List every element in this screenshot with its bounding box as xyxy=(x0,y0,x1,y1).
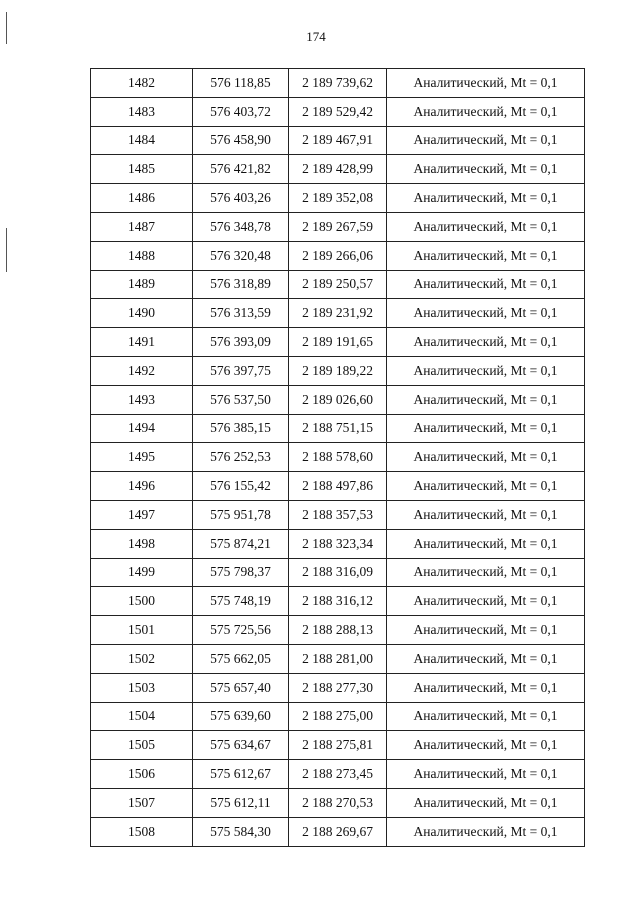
point-number-cell: 1505 xyxy=(91,731,193,760)
table-row xyxy=(91,212,585,241)
point-number-cell: 1491 xyxy=(91,328,193,357)
table-row xyxy=(91,760,585,789)
method-cell: Аналитический, Mt = 0,1 xyxy=(387,587,585,616)
method-cell: Аналитический, Mt = 0,1 xyxy=(387,184,585,213)
y-coordinate-cell: 2 188 275,00 xyxy=(289,702,387,731)
table-row xyxy=(91,788,585,817)
point-number-cell: 1496 xyxy=(91,472,193,501)
table-row xyxy=(91,184,585,213)
coordinates-table-body xyxy=(91,69,585,847)
x-coordinate-cell: 575 748,19 xyxy=(193,587,289,616)
x-coordinate-cell: 575 725,56 xyxy=(193,616,289,645)
table-row xyxy=(91,270,585,299)
y-coordinate-cell: 2 188 275,81 xyxy=(289,731,387,760)
table-row xyxy=(91,817,585,846)
table-row xyxy=(91,97,585,126)
table-row xyxy=(91,616,585,645)
x-coordinate-cell: 575 874,21 xyxy=(193,529,289,558)
y-coordinate-cell: 2 188 357,53 xyxy=(289,500,387,529)
x-coordinate-cell: 576 397,75 xyxy=(193,356,289,385)
y-coordinate-cell: 2 189 467,91 xyxy=(289,126,387,155)
method-cell: Аналитический, Mt = 0,1 xyxy=(387,500,585,529)
method-cell: Аналитический, Mt = 0,1 xyxy=(387,356,585,385)
point-number-cell: 1500 xyxy=(91,587,193,616)
table-row xyxy=(91,644,585,673)
table-row xyxy=(91,529,585,558)
method-cell: Аналитический, Mt = 0,1 xyxy=(387,443,585,472)
table-row xyxy=(91,299,585,328)
x-coordinate-cell: 576 313,59 xyxy=(193,299,289,328)
point-number-cell: 1504 xyxy=(91,702,193,731)
point-number-cell: 1499 xyxy=(91,558,193,587)
x-coordinate-cell: 575 584,30 xyxy=(193,817,289,846)
point-number-cell: 1503 xyxy=(91,673,193,702)
method-cell: Аналитический, Mt = 0,1 xyxy=(387,731,585,760)
table-row xyxy=(91,356,585,385)
method-cell: Аналитический, Mt = 0,1 xyxy=(387,673,585,702)
x-coordinate-cell: 575 662,05 xyxy=(193,644,289,673)
method-cell: Аналитический, Mt = 0,1 xyxy=(387,760,585,789)
point-number-cell: 1484 xyxy=(91,126,193,155)
point-number-cell: 1482 xyxy=(91,69,193,98)
table-row xyxy=(91,241,585,270)
x-coordinate-cell: 575 634,67 xyxy=(193,731,289,760)
x-coordinate-cell: 575 612,11 xyxy=(193,788,289,817)
method-cell: Аналитический, Mt = 0,1 xyxy=(387,558,585,587)
point-number-cell: 1486 xyxy=(91,184,193,213)
y-coordinate-cell: 2 188 277,30 xyxy=(289,673,387,702)
point-number-cell: 1489 xyxy=(91,270,193,299)
y-coordinate-cell: 2 189 266,06 xyxy=(289,241,387,270)
y-coordinate-cell: 2 189 267,59 xyxy=(289,212,387,241)
scan-edge-mark xyxy=(6,228,7,272)
x-coordinate-cell: 576 393,09 xyxy=(193,328,289,357)
y-coordinate-cell: 2 189 026,60 xyxy=(289,385,387,414)
method-cell: Аналитический, Mt = 0,1 xyxy=(387,616,585,645)
table-row xyxy=(91,414,585,443)
x-coordinate-cell: 576 348,78 xyxy=(193,212,289,241)
y-coordinate-cell: 2 188 269,67 xyxy=(289,817,387,846)
method-cell: Аналитический, Mt = 0,1 xyxy=(387,414,585,443)
method-cell: Аналитический, Mt = 0,1 xyxy=(387,69,585,98)
x-coordinate-cell: 575 798,37 xyxy=(193,558,289,587)
point-number-cell: 1483 xyxy=(91,97,193,126)
coordinates-table xyxy=(90,68,585,847)
y-coordinate-cell: 2 189 739,62 xyxy=(289,69,387,98)
method-cell: Аналитический, Mt = 0,1 xyxy=(387,817,585,846)
y-coordinate-cell: 2 188 281,00 xyxy=(289,644,387,673)
x-coordinate-cell: 576 385,15 xyxy=(193,414,289,443)
x-coordinate-cell: 576 421,82 xyxy=(193,155,289,184)
x-coordinate-cell: 576 320,48 xyxy=(193,241,289,270)
table-row xyxy=(91,472,585,501)
method-cell: Аналитический, Mt = 0,1 xyxy=(387,126,585,155)
table-row xyxy=(91,702,585,731)
x-coordinate-cell: 576 252,53 xyxy=(193,443,289,472)
point-number-cell: 1508 xyxy=(91,817,193,846)
y-coordinate-cell: 2 188 270,53 xyxy=(289,788,387,817)
table-row xyxy=(91,500,585,529)
y-coordinate-cell: 2 189 529,42 xyxy=(289,97,387,126)
point-number-cell: 1501 xyxy=(91,616,193,645)
point-number-cell: 1488 xyxy=(91,241,193,270)
method-cell: Аналитический, Mt = 0,1 xyxy=(387,97,585,126)
point-number-cell: 1497 xyxy=(91,500,193,529)
x-coordinate-cell: 576 155,42 xyxy=(193,472,289,501)
table-row xyxy=(91,673,585,702)
method-cell: Аналитический, Mt = 0,1 xyxy=(387,644,585,673)
method-cell: Аналитический, Mt = 0,1 xyxy=(387,788,585,817)
point-number-cell: 1495 xyxy=(91,443,193,472)
method-cell: Аналитический, Mt = 0,1 xyxy=(387,241,585,270)
method-cell: Аналитический, Mt = 0,1 xyxy=(387,212,585,241)
x-coordinate-cell: 576 403,26 xyxy=(193,184,289,213)
y-coordinate-cell: 2 188 316,09 xyxy=(289,558,387,587)
x-coordinate-cell: 576 458,90 xyxy=(193,126,289,155)
x-coordinate-cell: 575 612,67 xyxy=(193,760,289,789)
table-row xyxy=(91,385,585,414)
y-coordinate-cell: 2 189 428,99 xyxy=(289,155,387,184)
point-number-cell: 1502 xyxy=(91,644,193,673)
table-row xyxy=(91,328,585,357)
point-number-cell: 1506 xyxy=(91,760,193,789)
method-cell: Аналитический, Mt = 0,1 xyxy=(387,472,585,501)
table-row xyxy=(91,126,585,155)
y-coordinate-cell: 2 188 273,45 xyxy=(289,760,387,789)
x-coordinate-cell: 575 639,60 xyxy=(193,702,289,731)
point-number-cell: 1487 xyxy=(91,212,193,241)
table-row xyxy=(91,587,585,616)
point-number-cell: 1507 xyxy=(91,788,193,817)
y-coordinate-cell: 2 188 316,12 xyxy=(289,587,387,616)
point-number-cell: 1493 xyxy=(91,385,193,414)
x-coordinate-cell: 575 951,78 xyxy=(193,500,289,529)
method-cell: Аналитический, Mt = 0,1 xyxy=(387,155,585,184)
y-coordinate-cell: 2 188 497,86 xyxy=(289,472,387,501)
point-number-cell: 1492 xyxy=(91,356,193,385)
x-coordinate-cell: 575 657,40 xyxy=(193,673,289,702)
x-coordinate-cell: 576 403,72 xyxy=(193,97,289,126)
y-coordinate-cell: 2 188 323,34 xyxy=(289,529,387,558)
method-cell: Аналитический, Mt = 0,1 xyxy=(387,385,585,414)
x-coordinate-cell: 576 118,85 xyxy=(193,69,289,98)
y-coordinate-cell: 2 189 231,92 xyxy=(289,299,387,328)
point-number-cell: 1494 xyxy=(91,414,193,443)
y-coordinate-cell: 2 189 189,22 xyxy=(289,356,387,385)
y-coordinate-cell: 2 189 250,57 xyxy=(289,270,387,299)
y-coordinate-cell: 2 188 751,15 xyxy=(289,414,387,443)
table-row xyxy=(91,69,585,98)
x-coordinate-cell: 576 537,50 xyxy=(193,385,289,414)
method-cell: Аналитический, Mt = 0,1 xyxy=(387,702,585,731)
table-row xyxy=(91,731,585,760)
table-row xyxy=(91,155,585,184)
y-coordinate-cell: 2 188 578,60 xyxy=(289,443,387,472)
method-cell: Аналитический, Mt = 0,1 xyxy=(387,529,585,558)
point-number-cell: 1498 xyxy=(91,529,193,558)
method-cell: Аналитический, Mt = 0,1 xyxy=(387,270,585,299)
method-cell: Аналитический, Mt = 0,1 xyxy=(387,299,585,328)
point-number-cell: 1490 xyxy=(91,299,193,328)
y-coordinate-cell: 2 189 191,65 xyxy=(289,328,387,357)
y-coordinate-cell: 2 188 288,13 xyxy=(289,616,387,645)
point-number-cell: 1485 xyxy=(91,155,193,184)
y-coordinate-cell: 2 189 352,08 xyxy=(289,184,387,213)
table-row xyxy=(91,443,585,472)
table-row xyxy=(91,558,585,587)
method-cell: Аналитический, Mt = 0,1 xyxy=(387,328,585,357)
page-number: 174 xyxy=(306,29,326,44)
x-coordinate-cell: 576 318,89 xyxy=(193,270,289,299)
